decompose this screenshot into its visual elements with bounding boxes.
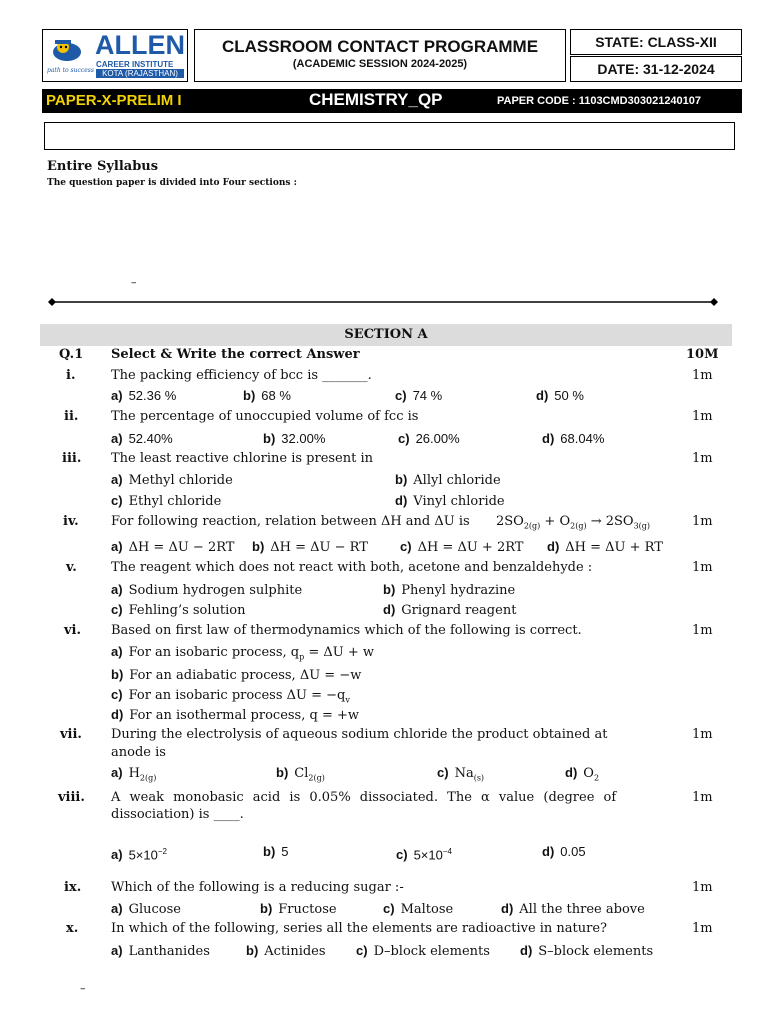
q9-option-a: a) Glucose <box>111 901 181 917</box>
q7-number: vii. <box>60 727 82 742</box>
q9-marks: 1m <box>692 880 713 895</box>
footer-dash: – <box>80 982 86 995</box>
subject-title: CHEMISTRY_QP <box>309 90 443 109</box>
session-text: (ACADEMIC SESSION 2024-2025) <box>292 58 468 70</box>
q2-text: The percentage of unoccupied volume of fcc is <box>111 409 419 424</box>
q6-option-c: c) For an isobaric process $\Delta U = -q_v$ <box>111 687 350 705</box>
logo-emblem-icon <box>49 36 85 62</box>
q4-equation: $2SO_{2(g)} + O_{2(g)} \to 2SO_{3(g)}$ <box>496 514 651 531</box>
q8-text-line1: A weak monobasic acid is 0.05% dissociated. The α value (degree of <box>111 790 617 805</box>
q7-option-d: d) $O_2$ <box>565 765 600 783</box>
q2-option-d: d) 68.04% <box>542 431 605 446</box>
q1-option-c: c) 74 % <box>395 388 443 403</box>
q9-text: Which of the following is a reducing sugar :- <box>111 880 404 895</box>
q4-number: iv. <box>63 514 79 529</box>
q10-option-a: a) Lanthanides <box>111 943 210 959</box>
logo-tagline: path to success <box>47 67 94 74</box>
q6-marks: 1m <box>692 623 713 638</box>
q5-option-c: c) Fehling’s solution <box>111 602 246 618</box>
q-instruction: Select & Write the correct Answer <box>111 347 360 362</box>
logo-brand: ALLEN <box>95 30 185 60</box>
q6-option-d: d) For an isothermal process, q = +w <box>111 707 359 723</box>
paper-band <box>42 89 742 113</box>
paper-code: PAPER CODE : 1103CMD303021240107 <box>497 95 702 107</box>
q7-text-line2: anode is <box>111 745 166 760</box>
q3-option-b: b) Allyl chloride <box>395 472 501 488</box>
q9-option-d: d) All the three above <box>501 901 645 917</box>
q4-text: For following reaction, relation between ΔH and ΔU is <box>111 514 470 529</box>
q6-option-b: b) For an adiabatic process, ΔU = −w <box>111 667 362 683</box>
blank-box <box>44 122 735 150</box>
q6-option-a: a) For an isobaric process, $q_p = \Delta U + w$ <box>111 644 375 662</box>
q10-option-b: b) Actinides <box>246 943 326 959</box>
q10-number: x. <box>66 921 79 936</box>
q1-marks: 1m <box>692 368 713 383</box>
q2-option-a: a) 52.40% <box>111 431 173 446</box>
q3-text: The least reactive chlorine is present in <box>111 451 374 466</box>
q5-number: v. <box>66 560 77 575</box>
section-a-bar: SECTION A <box>40 324 732 346</box>
q3-marks: 1m <box>692 451 713 466</box>
q7-marks: 1m <box>692 727 713 742</box>
allen-logo <box>42 29 188 82</box>
q8-text-line2: dissociation) is ____. <box>111 807 244 822</box>
q5-option-b: b) Phenyl hydrazine <box>383 582 516 598</box>
q8-number: viii. <box>58 790 85 805</box>
paper-name: PAPER-X-PRELIM I <box>46 92 182 109</box>
q5-option-a: a) Sodium hydrogen sulphite <box>111 582 303 598</box>
q9-option-b: b) Fructose <box>260 901 337 917</box>
q3-number: iii. <box>62 451 82 466</box>
programme-box <box>194 29 566 82</box>
q4-option-d: d) ΔH = ΔU + RT <box>547 539 663 555</box>
q9-option-c: c) Maltose <box>383 901 454 917</box>
q5-text: The reagent which does not react with both, acetone and benzaldehyde : <box>111 560 593 575</box>
q4-option-a: a) ΔH = ΔU − 2RT <box>111 539 235 555</box>
q4-option-c: c) ΔH = ΔU + 2RT <box>400 539 524 555</box>
q-number: Q.1 <box>59 347 84 362</box>
q1-option-d: d) 50 % <box>536 388 584 403</box>
q2-marks: 1m <box>692 409 713 424</box>
q8-marks: 1m <box>692 790 713 805</box>
q4-marks: 1m <box>692 514 713 529</box>
q10-marks: 1m <box>692 921 713 936</box>
q9-number: ix. <box>64 880 82 895</box>
q5-marks: 1m <box>692 560 713 575</box>
q7-option-c: c) $Na_{(s)}$ <box>437 765 485 783</box>
dash-mark: – <box>131 276 137 289</box>
exam-date: DATE: 31-12-2024 <box>570 56 742 82</box>
q7-text-line1: During the electrolysis of aqueous sodium chloride the product obtained at <box>111 727 608 742</box>
q10-option-d: d) S–block elements <box>520 943 654 959</box>
q8-option-c: c) $5\times 10^{-4}$ <box>396 847 452 863</box>
q5-option-d: d) Grignard reagent <box>383 602 517 618</box>
q4-option-b: b) ΔH = ΔU − RT <box>252 539 368 555</box>
q3-option-a: a) Methyl chloride <box>111 472 233 488</box>
q7-option-b: b) $Cl_{2(g)}$ <box>276 765 325 783</box>
state-class: STATE: CLASS-XII <box>570 29 742 55</box>
programme-title: CLASSROOM CONTACT PROGRAMME <box>221 37 539 56</box>
q10-text: In which of the following, series all the elements are radioactive in nature? <box>111 921 608 936</box>
q2-option-b: b) 32.00% <box>263 431 326 446</box>
q6-text: Based on first law of thermodynamics which of the following is correct. <box>111 623 582 638</box>
q1-number: i. <box>66 368 76 383</box>
q8-option-a: a) $5\times 10^{-2}$ <box>111 847 167 863</box>
q1-text: The packing efficiency of bcc is _______. <box>111 368 372 383</box>
q3-option-c: c) Ethyl chloride <box>111 493 222 509</box>
q2-number: ii. <box>64 409 79 424</box>
logo-line2: KOTA (RAJASTHAN) <box>96 69 184 78</box>
q2-option-c: c) 26.00% <box>398 431 460 446</box>
q8-option-d: d) 0.05 <box>542 844 586 859</box>
q10-option-c: c) D–block elements <box>356 943 490 959</box>
q6-number: vi. <box>64 623 82 638</box>
logo-line1: CAREER INSTITUTE <box>96 60 174 69</box>
q3-option-d: d) Vinyl chloride <box>395 493 505 509</box>
syllabus-heading: Entire Syllabus <box>47 159 159 174</box>
q-total-marks: 10M <box>686 347 719 362</box>
q1-option-a: a) 52.36 % <box>111 388 177 403</box>
q1-option-b: b) 68 % <box>243 388 291 403</box>
divider-line <box>48 294 718 308</box>
q7-option-a: a) $H_{2(g)}$ <box>111 765 157 783</box>
q8-option-b: b) 5 <box>263 844 289 859</box>
sections-note: The question paper is divided into Four sections : <box>47 178 297 188</box>
